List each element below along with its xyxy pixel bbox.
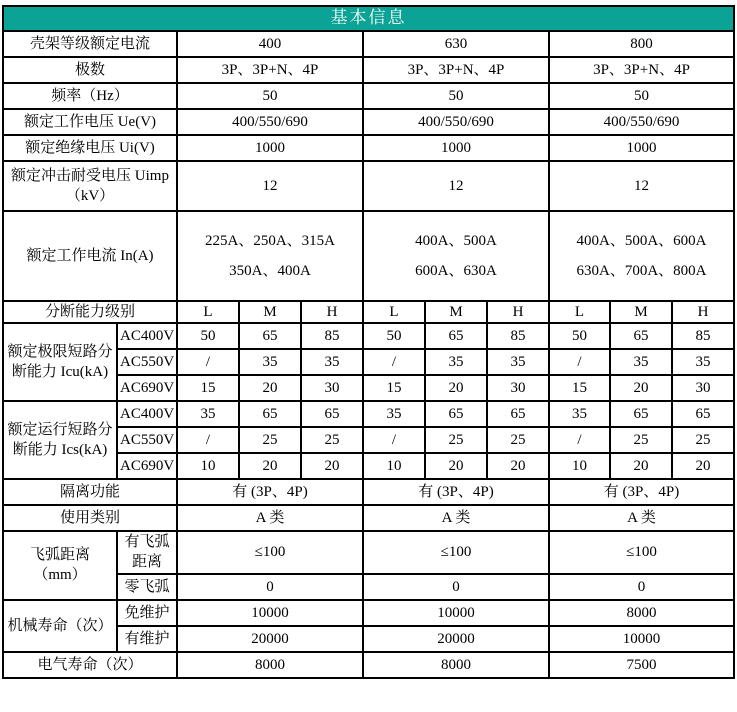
sub-label-cell: 有维护	[117, 626, 177, 652]
value-cell: 8000	[549, 600, 734, 626]
value-cell: /	[549, 349, 610, 375]
sub-label-cell: AC400V	[117, 401, 177, 427]
value-cell: 20	[425, 453, 487, 479]
value-cell: 12	[549, 161, 734, 211]
value-cell: 25	[425, 427, 487, 453]
sub-label-cell: 零飞弧	[117, 574, 177, 600]
value-cell: 50	[363, 83, 549, 109]
value-cell: 有 (3P、4P)	[363, 479, 549, 505]
in-values-line: 630A、700A、800A	[576, 262, 707, 279]
value-cell: 0	[549, 574, 734, 600]
table-title: 基本信息	[3, 6, 734, 31]
table-row	[3, 211, 734, 301]
row-label-ics-line2: 断能力 Ics(kA)	[12, 442, 108, 459]
row-label-ue: 额定工作电压 Ue(V)	[3, 109, 177, 135]
value-cell	[363, 211, 549, 301]
value-cell: 25	[301, 427, 363, 453]
row-label-ics	[3, 401, 117, 479]
table-row	[3, 401, 734, 427]
grade-cell: M	[610, 301, 672, 323]
value-cell: 20	[487, 453, 549, 479]
value-cell: /	[177, 427, 239, 453]
sub-label-cell: AC550V	[117, 349, 177, 375]
value-cell: 10000	[363, 600, 549, 626]
row-label-uimp-line2: （kV）	[65, 187, 115, 204]
table-row	[3, 479, 734, 505]
row-label-uimp-line1: 额定冲击耐受电压 Uimp	[11, 167, 169, 184]
value-cell: 25	[239, 427, 301, 453]
value-cell: 8000	[363, 652, 549, 678]
grade-cell: H	[301, 301, 363, 323]
table-row	[3, 652, 734, 678]
value-cell: 1000	[177, 135, 363, 161]
value-cell: 有 (3P、4P)	[177, 479, 363, 505]
value-cell: 30	[487, 375, 549, 401]
sub-label-cell: AC550V	[117, 427, 177, 453]
value-cell: 65	[487, 401, 549, 427]
row-label-poles: 极数	[3, 57, 177, 83]
value-cell: 400/550/690	[177, 109, 363, 135]
value-cell: 85	[301, 323, 363, 349]
value-cell: 15	[363, 375, 425, 401]
table-row	[3, 135, 734, 161]
grade-cell: M	[239, 301, 301, 323]
value-cell: 65	[301, 401, 363, 427]
spec-table	[2, 5, 735, 679]
table-row	[3, 57, 734, 83]
value-cell: 400	[177, 31, 363, 57]
value-cell: 0	[177, 574, 363, 600]
value-cell: 20	[239, 375, 301, 401]
sub-label-cell: AC400V	[117, 323, 177, 349]
value-cell: 65	[672, 401, 734, 427]
value-cell: 35	[487, 349, 549, 375]
row-label-arc-line1: 飞弧距离	[29, 547, 90, 564]
value-cell: 35	[549, 401, 610, 427]
value-cell: 65	[425, 323, 487, 349]
row-label-icu-line2: 断能力 Icu(kA)	[11, 364, 109, 381]
value-cell: 65	[610, 323, 672, 349]
value-cell: 20	[610, 375, 672, 401]
value-cell: 20	[425, 375, 487, 401]
table-row	[3, 83, 734, 109]
value-cell: /	[363, 427, 425, 453]
value-cell: 3P、3P+N、4P	[549, 57, 734, 83]
table-row	[3, 531, 734, 574]
row-label-icu	[3, 323, 117, 401]
value-cell	[549, 211, 734, 301]
value-cell: A 类	[363, 505, 549, 531]
row-label-frequency: 频率（Hz）	[3, 83, 177, 109]
row-label-mech-life: 机械寿命（次）	[3, 600, 117, 652]
table-row	[3, 161, 734, 211]
value-cell: 25	[610, 427, 672, 453]
value-cell: /	[363, 349, 425, 375]
value-cell: 20000	[177, 626, 363, 652]
sub-label-cell: 免维护	[117, 600, 177, 626]
value-cell: 30	[301, 375, 363, 401]
row-label-ics-line1: 额定运行短路分	[7, 421, 113, 438]
grade-cell: H	[672, 301, 734, 323]
value-cell: 50	[177, 83, 363, 109]
value-cell: 65	[239, 323, 301, 349]
row-label-isolation: 隔离功能	[3, 479, 177, 505]
value-cell: 7500	[549, 652, 734, 678]
sub-label-cell: AC690V	[117, 375, 177, 401]
value-cell: 12	[177, 161, 363, 211]
value-cell: 400/550/690	[363, 109, 549, 135]
table-row	[3, 109, 734, 135]
row-label-icu-line1: 额定极限短路分	[7, 343, 113, 360]
value-cell: 15	[177, 375, 239, 401]
value-cell: A 类	[549, 505, 734, 531]
value-cell: 3P、3P+N、4P	[363, 57, 549, 83]
in-values-line: 225A、250A、315A	[205, 232, 335, 249]
value-cell: 20	[672, 453, 734, 479]
value-cell: 35	[610, 349, 672, 375]
row-label-usage-category: 使用类别	[3, 505, 177, 531]
in-values-line: 400A、500A	[415, 232, 497, 249]
value-cell: ≤100	[549, 531, 734, 574]
row-label-shell-current: 壳架等级额定电流	[3, 31, 177, 57]
value-cell: 10000	[549, 626, 734, 652]
row-label-uimp	[3, 161, 177, 211]
value-cell: 1000	[363, 135, 549, 161]
value-cell: 630	[363, 31, 549, 57]
value-cell: 85	[672, 323, 734, 349]
value-cell: 8000	[177, 652, 363, 678]
row-label-ui: 额定绝缘电压 Ui(V)	[3, 135, 177, 161]
table-row	[3, 301, 734, 323]
table-row	[3, 600, 734, 626]
value-cell: 20000	[363, 626, 549, 652]
value-cell: A 类	[177, 505, 363, 531]
value-cell: 50	[549, 323, 610, 349]
value-cell: 35	[301, 349, 363, 375]
value-cell: 35	[672, 349, 734, 375]
table-row	[3, 31, 734, 57]
value-cell: 65	[610, 401, 672, 427]
value-cell: /	[177, 349, 239, 375]
row-label-arc-line2: （mm）	[33, 567, 87, 584]
value-cell: 20	[301, 453, 363, 479]
row-label-breaking-grade: 分断能力级别	[3, 301, 177, 323]
value-cell: 15	[549, 375, 610, 401]
value-cell: 35	[425, 349, 487, 375]
sub-label-cell: AC690V	[117, 453, 177, 479]
value-cell: /	[549, 427, 610, 453]
value-cell: 35	[177, 401, 239, 427]
value-cell: 800	[549, 31, 734, 57]
row-label-elec-life: 电气寿命（次）	[3, 652, 177, 678]
value-cell: 10000	[177, 600, 363, 626]
value-cell: 3P、3P+N、4P	[177, 57, 363, 83]
sub-label-cell: 有飞弧距离	[117, 531, 177, 574]
value-cell: 85	[487, 323, 549, 349]
grade-cell: M	[425, 301, 487, 323]
value-cell: 35	[363, 401, 425, 427]
grade-cell: L	[177, 301, 239, 323]
value-cell: 0	[363, 574, 549, 600]
table-row	[3, 505, 734, 531]
grade-cell: L	[363, 301, 425, 323]
value-cell: 25	[672, 427, 734, 453]
row-label-arc-distance	[3, 531, 117, 600]
value-cell: ≤100	[363, 531, 549, 574]
value-cell: 10	[177, 453, 239, 479]
in-values-line: 400A、500A、600A	[576, 232, 707, 249]
in-values-line: 350A、400A	[229, 262, 311, 279]
grade-cell: L	[549, 301, 610, 323]
value-cell: 50	[549, 83, 734, 109]
value-cell: 10	[549, 453, 610, 479]
value-cell: 12	[363, 161, 549, 211]
table-row	[3, 323, 734, 349]
value-cell: ≤100	[177, 531, 363, 574]
value-cell: 20	[610, 453, 672, 479]
value-cell: 10	[363, 453, 425, 479]
value-cell: 50	[363, 323, 425, 349]
value-cell: 50	[177, 323, 239, 349]
value-cell: 400/550/690	[549, 109, 734, 135]
value-cell: 35	[239, 349, 301, 375]
value-cell: 20	[239, 453, 301, 479]
value-cell: 1000	[549, 135, 734, 161]
in-values-line: 600A、630A	[415, 262, 497, 279]
row-label-in-current: 额定工作电流 In(A)	[3, 211, 177, 301]
value-cell: 有 (3P、4P)	[549, 479, 734, 505]
value-cell: 65	[239, 401, 301, 427]
value-cell: 65	[425, 401, 487, 427]
value-cell	[177, 211, 363, 301]
value-cell: 25	[487, 427, 549, 453]
grade-cell: H	[487, 301, 549, 323]
value-cell: 30	[672, 375, 734, 401]
